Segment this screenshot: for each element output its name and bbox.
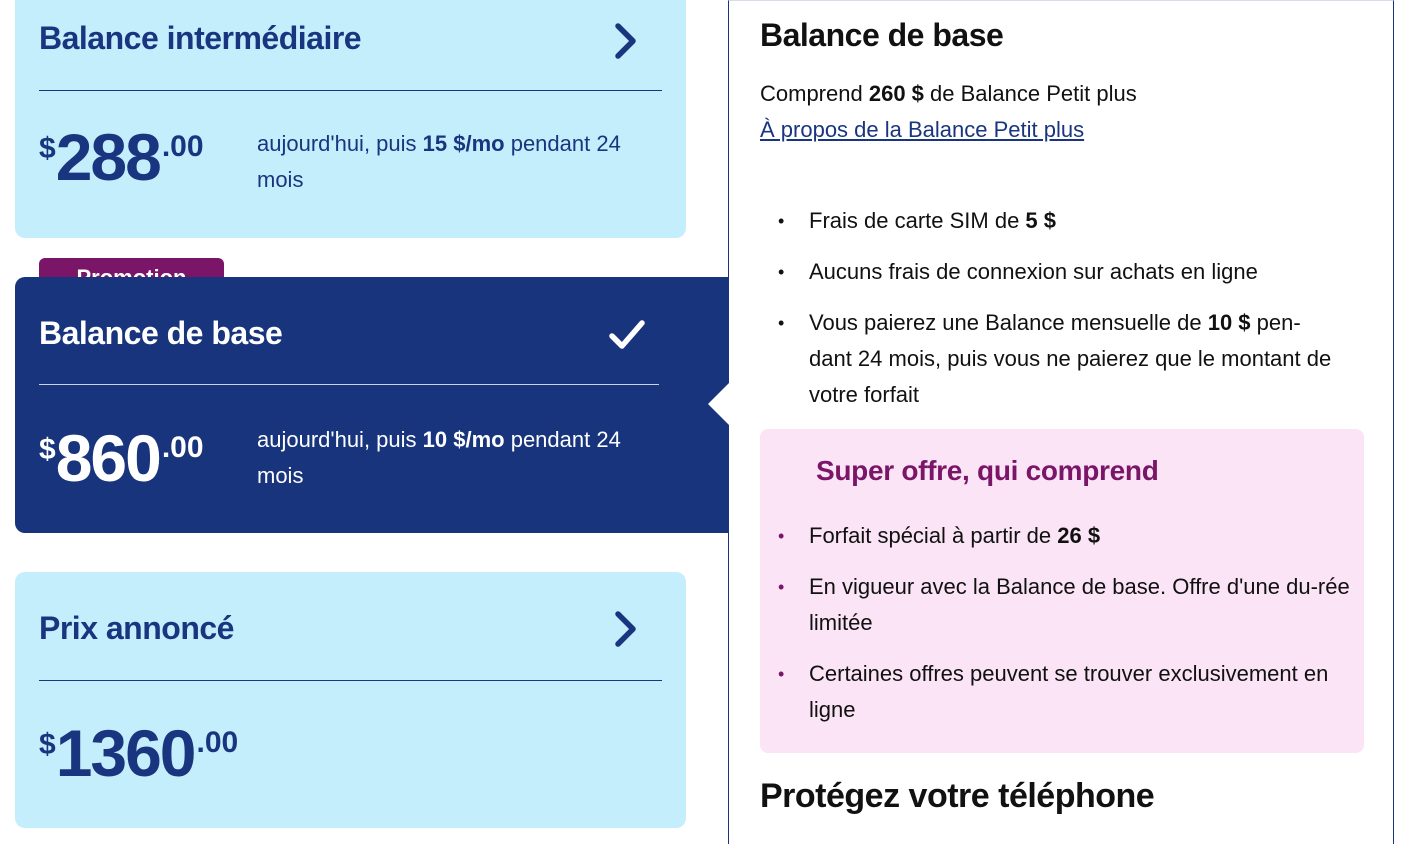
plan-divider [39, 680, 662, 681]
price-amount: 288 [55, 120, 160, 194]
plan-title: Prix annoncé [39, 610, 234, 646]
plan-title: Balance intermédiaire [39, 20, 362, 56]
list-item: • Vous paierez une Balance mensuelle de 10 $ pen-dant 24 mois, puis vous ne paierez que le montant de votre forfait [760, 305, 1340, 413]
plan-card-base[interactable] [15, 277, 729, 533]
plan-divider [39, 90, 662, 91]
list-item: • En vigueur avec la Balance de base. Offre d'une du-rée limitée [760, 569, 1350, 641]
plan-details-panel [728, 0, 1394, 844]
checkmark-icon [607, 317, 647, 358]
list-item: • Certaines offres peuvent se trouver exclusivement en ligne [760, 656, 1350, 728]
plan-card-advertised[interactable] [15, 572, 686, 828]
protect-phone-heading: Protégez votre téléphone [760, 777, 1155, 815]
details-bullet-list [760, 203, 1340, 413]
monthly-amount: 10 $/mo [422, 427, 505, 452]
plan-card-intermediate[interactable] [15, 0, 686, 238]
details-title: Balance de base [760, 17, 1004, 53]
price-cents: .00 [161, 431, 204, 464]
price-currency: $ [39, 132, 56, 165]
plan-title: Balance de base [39, 315, 283, 351]
price-amount: 860 [55, 421, 160, 495]
plan-price [39, 421, 204, 495]
list-item: • Frais de carte SIM de 5 $ [760, 203, 1340, 239]
price-currency: $ [39, 728, 56, 761]
list-item: • Aucuns frais de connexion sur achats en ligne [760, 254, 1340, 290]
super-offer-box [760, 429, 1364, 753]
plan-divider [39, 384, 659, 385]
plan-price [39, 120, 204, 194]
details-includes: Comprend 260 $ de Balance Petit plus [760, 81, 1137, 106]
selection-pointer [708, 382, 730, 426]
about-petit-plus-link[interactable]: À propos de la Balance Petit plus [760, 117, 1085, 142]
chevron-right-icon[interactable] [613, 22, 639, 65]
offer-title: Super offre, qui comprend [816, 455, 1159, 486]
plan-price [39, 716, 239, 790]
price-note: aujourd'hui, puis 10 $/mo pendant 24 mois [257, 427, 621, 488]
list-item: • Forfait spécial à partir de 26 $ [760, 518, 1350, 554]
price-cents: .00 [196, 726, 239, 759]
price-currency: $ [39, 433, 56, 466]
price-amount: 1360 [55, 716, 195, 790]
price-note: aujourd'hui, puis 15 $/mo pendant 24 mois [257, 131, 621, 192]
monthly-amount: 15 $/mo [422, 131, 505, 156]
offer-bullet-list [760, 518, 1350, 728]
chevron-right-icon[interactable] [613, 610, 639, 653]
price-cents: .00 [161, 130, 204, 163]
